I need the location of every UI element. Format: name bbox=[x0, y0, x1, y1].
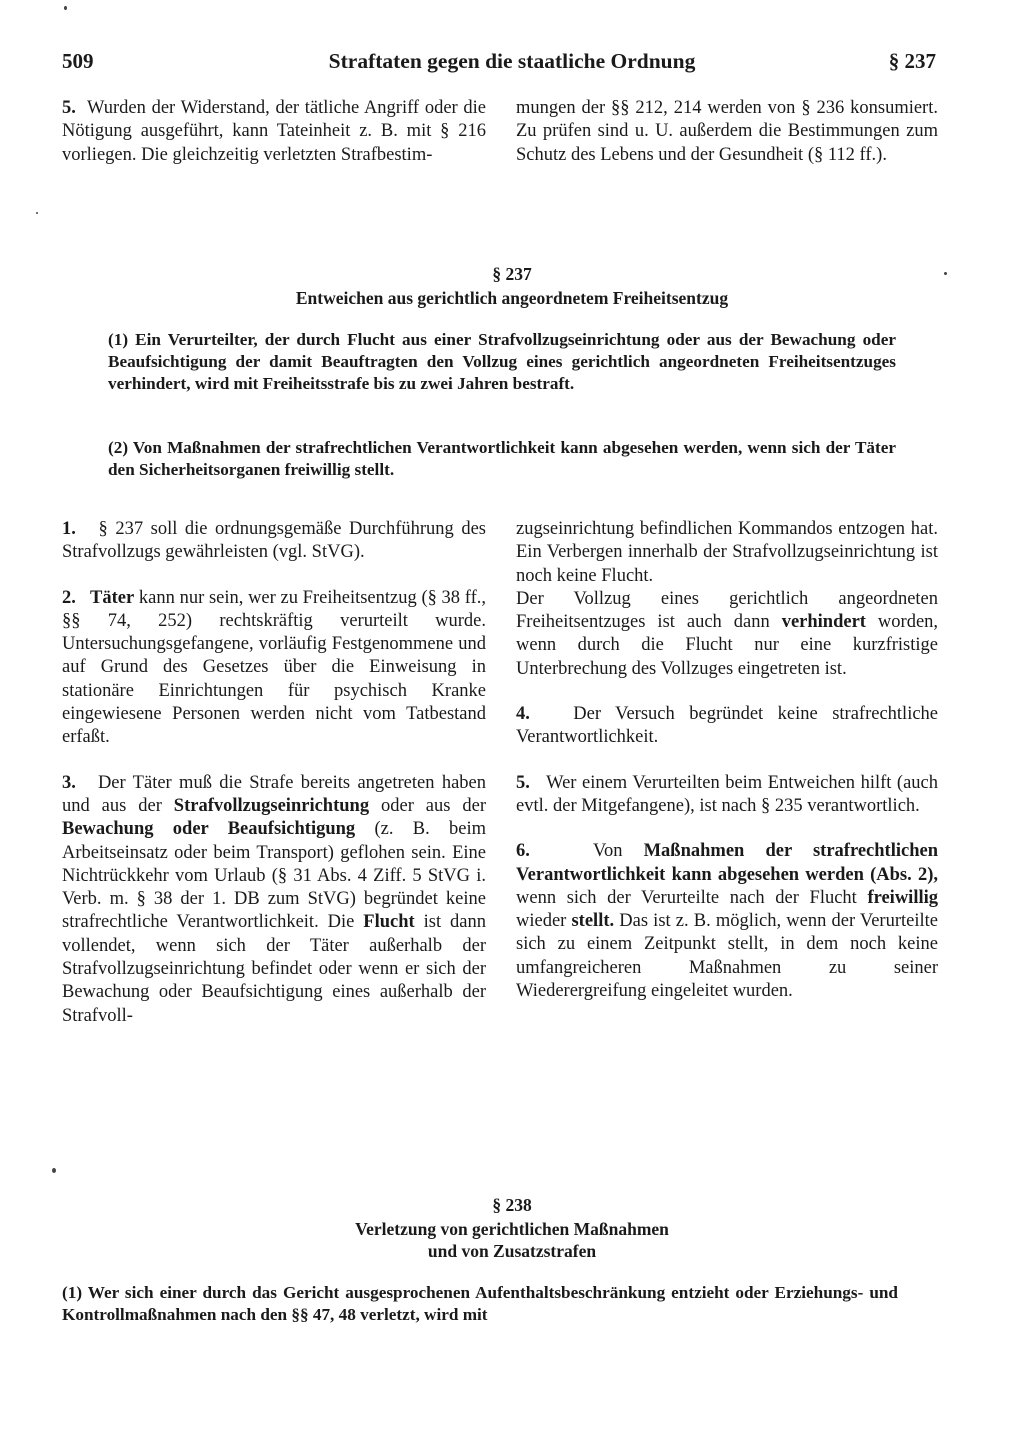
left-commentary-column bbox=[62, 518, 486, 1028]
top-right-column bbox=[516, 97, 938, 167]
paragraph-number: 5. bbox=[62, 98, 76, 118]
paragraph-text: Wurden der Widerstand, der tätliche Angriff oder die Nötigung ausgeführt, kann Tateinheit z. B. mit § 216 vorliegen. Die gleichzeitig verletzten Strafbestim- bbox=[62, 98, 487, 165]
paragraph-text: wenn sich der Verurteilte nach der Flucht bbox=[516, 887, 857, 908]
paragraph-text: Von bbox=[592, 841, 623, 862]
law-text: (1) Wer sich einer durch das Gericht ausgesprochenen Aufenthaltsbeschränkung entzieht oder Erziehungs- und Kontrollmaßnahmen nach den §§ 47, 48 verletzt, wird mit bbox=[62, 1283, 898, 1325]
paragraph-text: Der Vollzug eines gerichtlich angeordneten Freiheitsentzuges ist auch dann bbox=[516, 588, 938, 633]
paragraph-number: 2. bbox=[62, 587, 76, 608]
section-number: § 237 bbox=[492, 264, 532, 284]
paragraph-text: Der Täter muß die Strafe bereits angetreten haben und aus der bbox=[62, 772, 487, 816]
right-commentary-column bbox=[516, 518, 938, 1003]
paragraph-number: 6. bbox=[516, 841, 530, 862]
law-paragraph-238-1 bbox=[62, 1282, 898, 1326]
law-text: (2) Von Maßnahmen der strafrechtlichen Verantwortlichkeit kann abgesehen werden, wenn sich der Täter den Sicherheitsorganen freiwillig stellt. bbox=[108, 438, 896, 480]
paragraph-text: worden, wenn durch die Flucht nur eine kurzfristige Unterbrechung des Vollzuges eingetreten ist. bbox=[516, 612, 939, 679]
paragraph-text: mungen der §§ 212, 214 werden von § 236 konsumiert. Zu prüfen sind u. U. außerdem die Bestimmungen zum Schutz des Lebens und der Gesundheit (§ 112 ff.). bbox=[516, 98, 938, 165]
paragraph-number: 5. bbox=[516, 772, 530, 793]
running-title: Straftaten gegen die staatliche Ordnung bbox=[328, 49, 696, 73]
paragraph-text: (z. B. beim Arbeitseinsatz oder beim Transport) geflohen sein. Eine Nichtrückkehr vom Urlaub (§ 31 Abs. 4 Ziff. 5 StVG i. Verb. m. § 38 der 1. DB zum StVG) begründet keine strafrechtliche Verantwortlichkeit. Die bbox=[62, 819, 487, 933]
bold-term: Strafvollzugseinrichtung bbox=[173, 795, 370, 816]
bold-term: Täter bbox=[90, 587, 135, 608]
paragraph-text: ist dann vollendet, wenn sich der Täter außerhalb der Strafvollzugseinrichtung befindet oder wenn er sich der Bewachung oder Beaufsichtigung eines außerhalb der Strafvoll- bbox=[62, 912, 486, 1026]
paragraph-text: zugseinrichtung befindlichen Kommandos entzogen hat. Ein Verbergen innerhalb der Strafvollzugseinrichtung ist noch keine Flucht. bbox=[516, 519, 938, 586]
paragraph-text: oder aus der bbox=[381, 795, 486, 816]
scan-speck bbox=[944, 272, 947, 275]
paragraph-number: 4. bbox=[516, 704, 530, 725]
scan-speck bbox=[36, 212, 38, 214]
law-paragraph-1 bbox=[108, 329, 896, 396]
section-title-line-2: und von Zusatzstrafen bbox=[427, 1241, 597, 1261]
scan-speck bbox=[64, 6, 67, 10]
section-title-line-1: Verletzung von gerichtlichen Maßnahmen bbox=[355, 1219, 669, 1239]
paragraph-text: § 237 soll die ordnungsgemäße Durchführung des Strafvollzugs gewährleisten (vgl. StVG). bbox=[62, 519, 487, 563]
paragraph-number: 3. bbox=[62, 772, 76, 793]
paragraph-text: Das ist z. B. möglich, wenn der Verurteilte sich zu einem Zeitpunkt stellt, in dem noch keine umfangreicheren Maßnahmen zu seiner Wiederergreifung eingeleitet wurden. bbox=[516, 911, 938, 1002]
law-text: (1) Ein Verurteilter, der durch Flucht aus einer Strafvollzugseinrichtung oder aus der Bewachung oder Beaufsichtigung der damit Beauftragten den Vollzug eines gerichtlich angeordneten Freiheitsentzuges verhindert, wird mit Freiheitsstrafe bis zu zwei Jahren bestraft. bbox=[108, 330, 896, 394]
bold-term: stellt. bbox=[571, 911, 615, 932]
bold-term: verhindert bbox=[781, 612, 866, 633]
scan-speck bbox=[52, 1168, 56, 1173]
section-number: § 238 bbox=[492, 1195, 532, 1215]
bold-term: freiwillig bbox=[867, 887, 938, 908]
top-left-column bbox=[62, 97, 486, 167]
paragraph-text: kann nur sein, wer zu Freiheitsentzug (§ 38 ff., §§ 74, 252) rechtskräftig verurteilt wurde. Untersuchungsgefangene, vorläufig Festgenommene und auf Grund des Gesetzes über die Einweisung in stationäre Einrichtungen für psychisch Kranke eingewiesene Personen werden nicht vom Tatbestand erfaßt. bbox=[62, 587, 487, 748]
paragraph-text: wieder bbox=[516, 911, 567, 932]
running-section: § 237 bbox=[888, 49, 936, 73]
law-paragraph-2 bbox=[108, 437, 896, 481]
bold-term: Flucht bbox=[363, 912, 415, 933]
page-number: 509 bbox=[62, 49, 94, 73]
bold-term: Bewachung oder Beaufsichtigung bbox=[62, 819, 356, 840]
paragraph-text: Der Versuch begründet keine strafrechtliche Verantwortlichkeit. bbox=[516, 704, 939, 748]
bold-term: Maßnahmen der strafrechtlichen Verantwortlichkeit kann abgesehen werden (Abs. 2), bbox=[516, 841, 938, 885]
section-title: Entweichen aus gerichtlich angeordnetem Freiheitsentzug bbox=[295, 288, 729, 308]
paragraph-number: 1. bbox=[62, 519, 76, 539]
paragraph-text: Wer einem Verurteilten beim Entweichen hilft (auch evtl. der Mitgefangene), ist nach § 235 verantwortlich. bbox=[516, 772, 938, 816]
